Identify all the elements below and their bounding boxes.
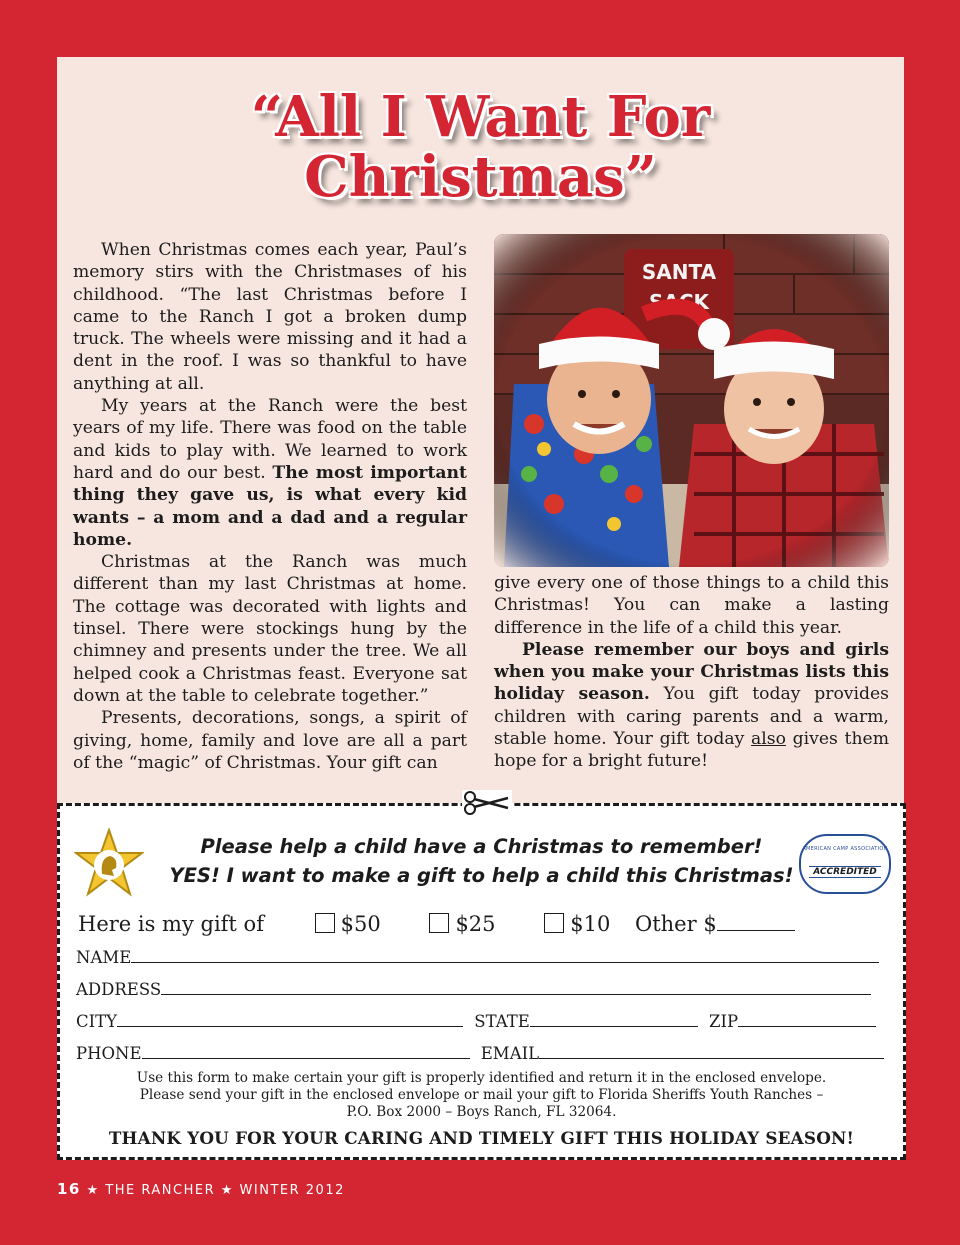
option-50-label: $50 <box>340 912 381 936</box>
gift-amount-row <box>78 912 795 936</box>
paragraph-3: Christmas at the Ranch was much different than my last Christmas at home. The cottage was decorated with lights and tinsel. There were stockings hung by the chimney and presents under the tree. We all helped cook a Christmas feast. Everyone sat down at the table to celebrate together.” <box>73 552 467 706</box>
name-label: NAME <box>76 948 132 967</box>
phone-row <box>76 1044 884 1063</box>
star-icon: ★ <box>220 1183 240 1198</box>
paragraph-5: give every one of those things to a child this Christmas! You can make a lasting difference in the life of a child this year. <box>494 573 889 638</box>
option-10[interactable] <box>544 912 610 936</box>
paragraph-1: When Christmas comes each year, Paul’s memory stirs with the Christmases of his childhood. “The last Christmas before I came to the Ranch I got a broken dump truck. The wheels were missing and it had a dent in the roof. I was so thankful to have anything at all. <box>73 240 467 394</box>
checkbox-10[interactable] <box>544 913 564 933</box>
note-line-3: P.O. Box 2000 – Boys Ranch, FL 32064. <box>346 1104 617 1120</box>
article-title <box>57 84 904 210</box>
donation-coupon <box>57 803 906 1160</box>
coupon-headline-2: YES! I want to make a gift to help a child this Christmas! <box>169 864 794 887</box>
city-row <box>76 1012 876 1031</box>
paragraph-6-bold: Please remember our boys and girls when you make your Christmas lists this holiday season. <box>494 639 889 705</box>
badge-org: AMERICAN CAMP ASSOCIATION <box>802 846 888 852</box>
badge-text: ACCREDITED <box>809 866 881 878</box>
option-50[interactable] <box>315 912 381 936</box>
option-25[interactable] <box>429 912 495 936</box>
thank-you-line: THANK YOU FOR YOUR CARING AND TIMELY GIFT THIS HOLIDAY SEASON! <box>108 1128 855 1148</box>
boys-christmas-photo <box>494 234 889 567</box>
other-amount-field[interactable] <box>717 916 795 931</box>
page-number: 16 <box>57 1180 81 1198</box>
paragraph-2-text: My years at the Ranch were the best years of my life. There was food on the table and kids to play with. We learned to work hard and do our best. <box>73 396 467 483</box>
scissors-icon <box>462 790 512 816</box>
other-amount-label: Other $ <box>635 912 717 936</box>
coupon-headline <box>60 832 903 890</box>
photo-illustration <box>494 234 889 567</box>
paragraph-6-text-b: gives them hope for a bright future! <box>494 729 890 772</box>
article-right-column <box>494 572 889 773</box>
paragraph-6 <box>494 639 889 773</box>
checkbox-50[interactable] <box>315 913 335 933</box>
publication-name: THE RANCHER <box>105 1183 216 1198</box>
city-label: CITY <box>76 1012 118 1031</box>
zip-field[interactable] <box>738 1012 876 1027</box>
name-field[interactable] <box>131 948 879 963</box>
phone-field[interactable] <box>142 1044 470 1059</box>
paragraph-4: Presents, decorations, songs, a spirit of giving, home, family and love are all a part of the “magic” of Christmas. Your gift can <box>73 708 467 773</box>
mailing-instructions <box>60 1070 903 1121</box>
paragraph-2 <box>73 395 467 551</box>
city-field[interactable] <box>117 1012 463 1027</box>
option-10-label: $10 <box>570 912 611 936</box>
name-row <box>76 948 879 967</box>
address-row <box>76 980 871 999</box>
paragraph-6-underline: also <box>751 729 786 750</box>
title-line-1: “All I Want For <box>250 84 711 150</box>
note-line-1: Use this form to make certain your gift is properly identified and return it in the enclosed envelope. <box>136 1070 827 1086</box>
option-25-label: $25 <box>455 912 496 936</box>
paragraph-6-text-a: You gift today provides children with caring parents and a warm, stable home. Your gift today <box>494 684 890 750</box>
paragraph-2-bold: The most important thing they gave us, is what every kid wants – a mom and a dad and a regular home. <box>73 462 467 550</box>
state-field[interactable] <box>530 1012 698 1027</box>
checkbox-25[interactable] <box>429 913 449 933</box>
star-icon: ★ <box>86 1183 106 1198</box>
article-panel <box>57 57 904 803</box>
zip-label: ZIP <box>709 1012 739 1031</box>
address-field[interactable] <box>161 980 871 995</box>
state-label: STATE <box>474 1012 530 1031</box>
address-label: ADDRESS <box>76 980 162 999</box>
title-line-2: Christmas” <box>304 144 657 210</box>
issue-name: WINTER 2012 <box>239 1183 345 1198</box>
note-line-2: Please send your gift in the enclosed envelope or mail your gift to Florida Sheriffs Youth Ranches – <box>139 1087 824 1103</box>
email-field[interactable] <box>539 1044 884 1059</box>
coupon-headline-1: Please help a child have a Christmas to remember! <box>200 835 763 858</box>
gift-label: Here is my gift of <box>78 912 264 936</box>
email-label: EMAIL <box>480 1044 540 1063</box>
phone-label: PHONE <box>76 1044 142 1063</box>
article-left-column <box>73 239 467 774</box>
page-footer <box>57 1180 345 1198</box>
aca-accredited-badge <box>799 834 891 894</box>
